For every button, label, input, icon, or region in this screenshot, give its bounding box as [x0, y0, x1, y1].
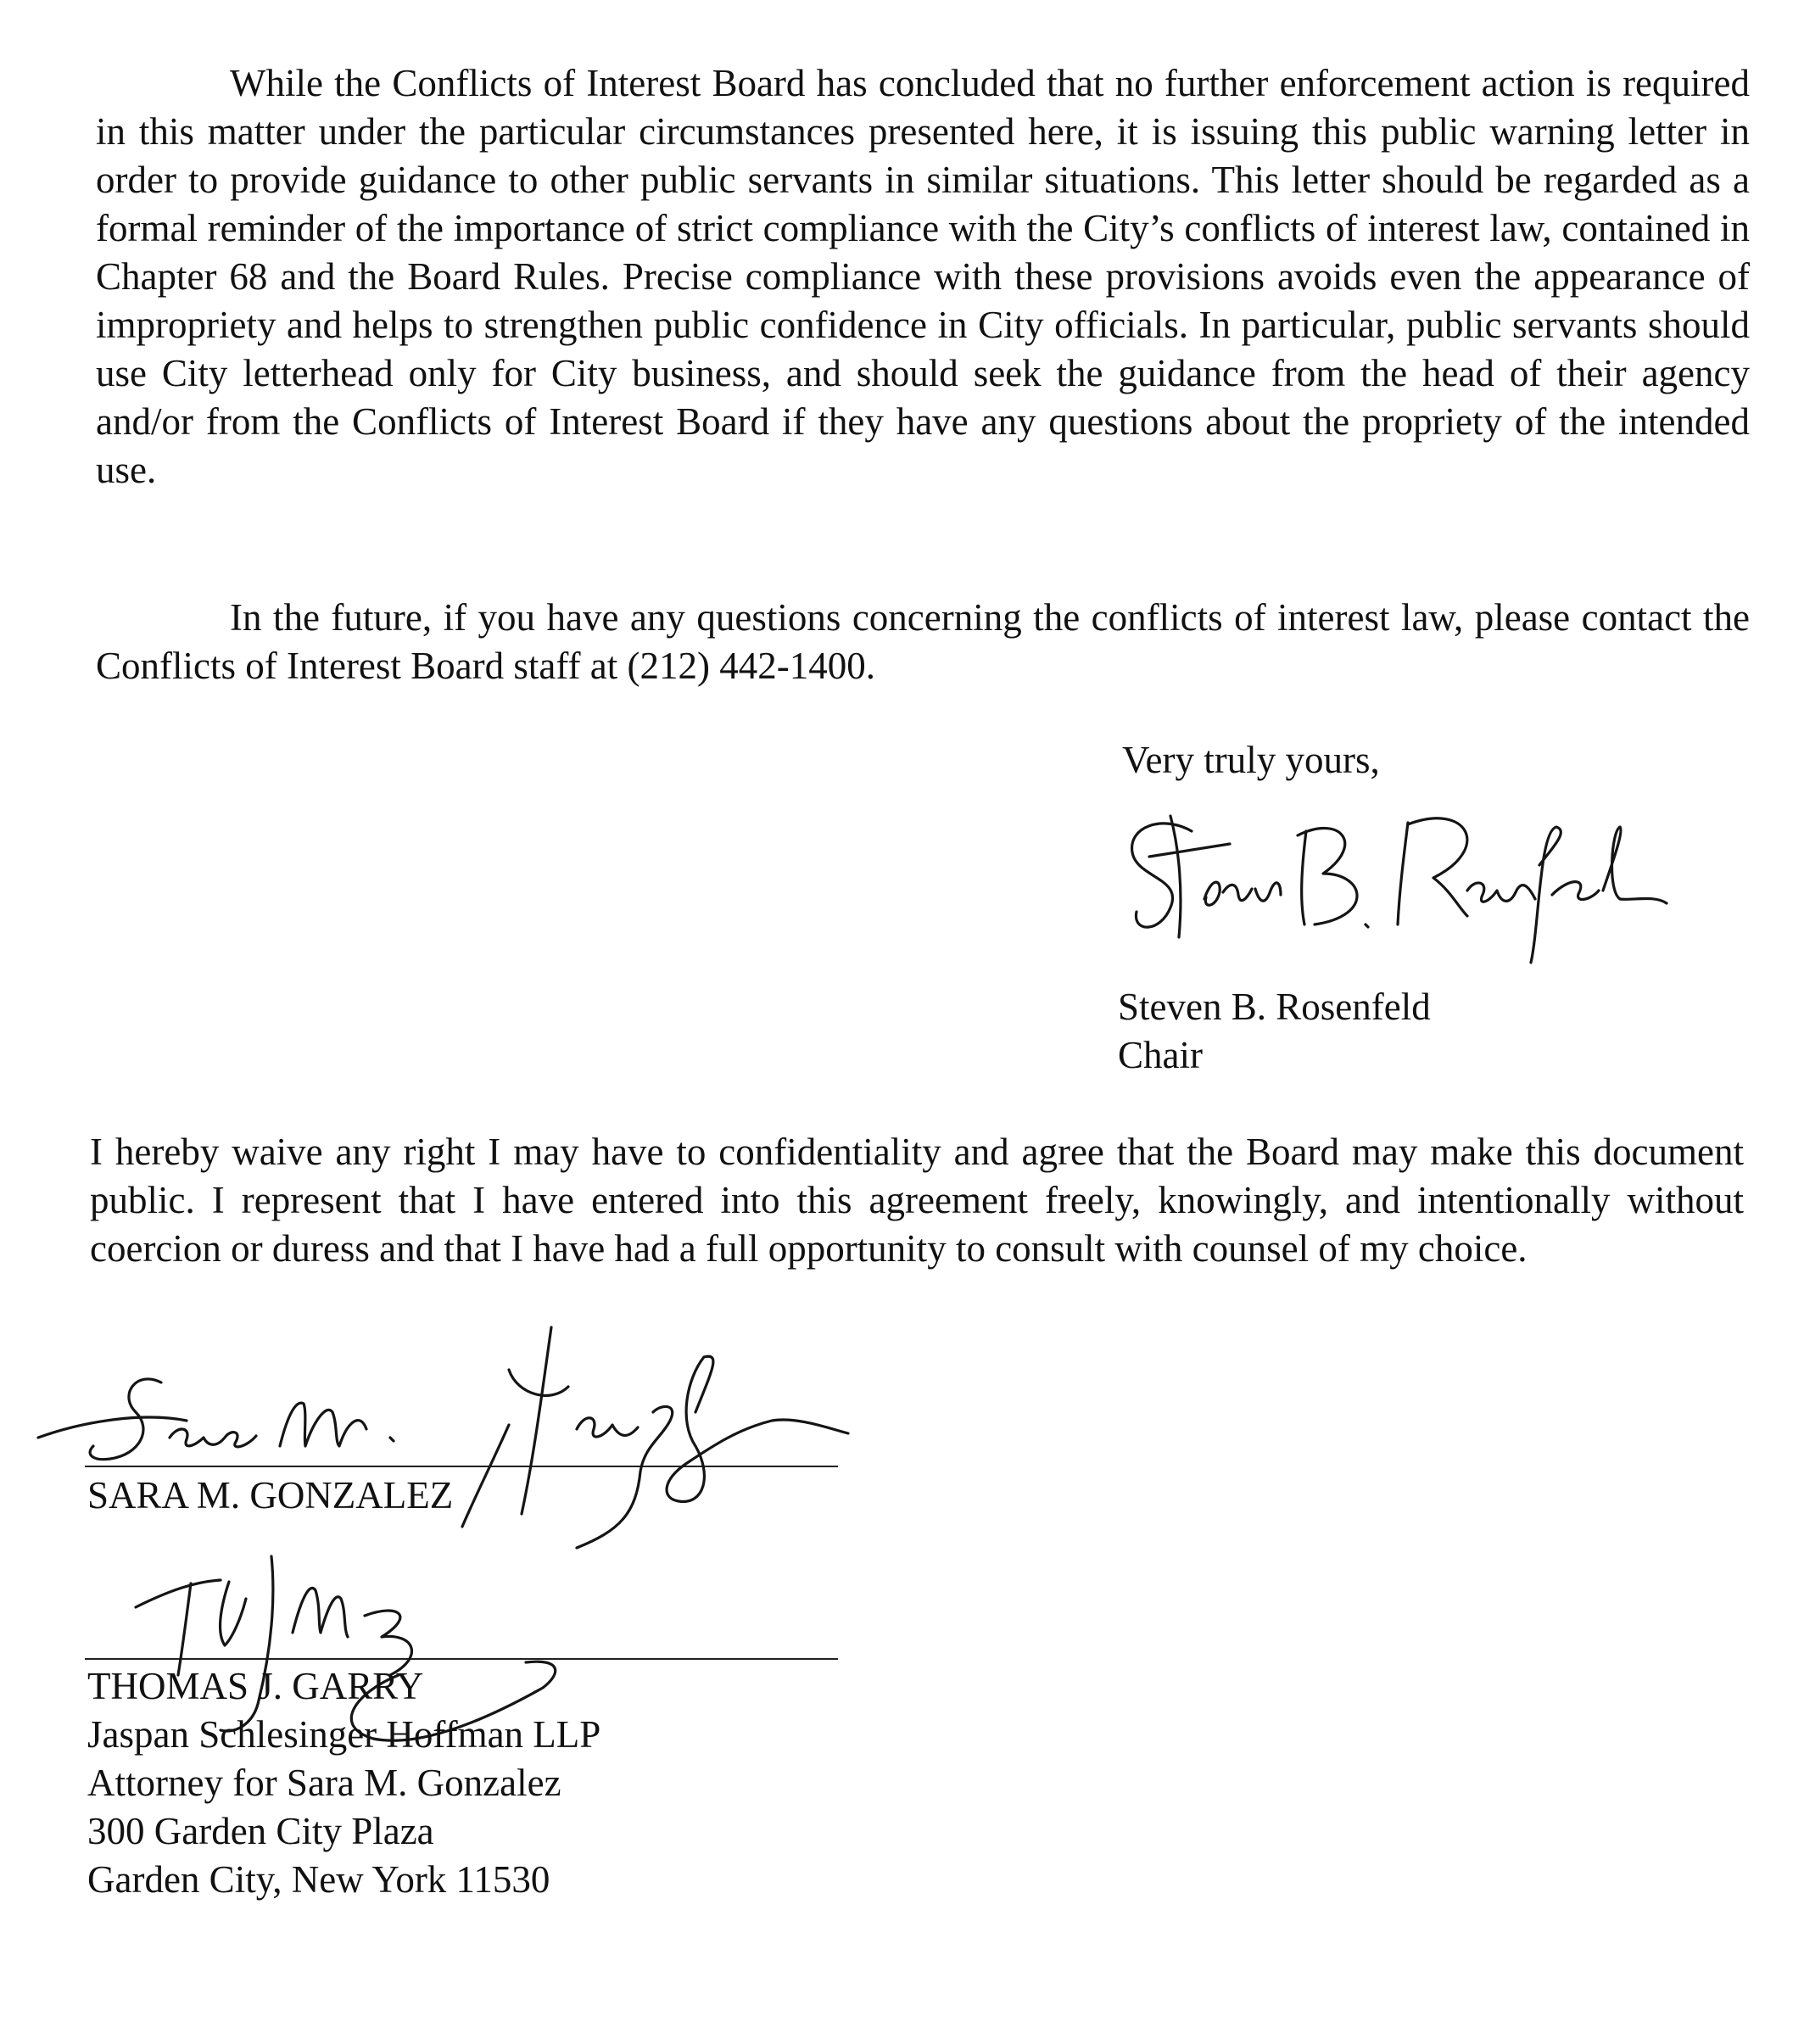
attorney-address-line-2: Garden City, New York 11530	[87, 1858, 550, 1901]
body-paragraph-contact: In the future, if you have any questions concerning the conflicts of interest law, please contact the Conflicts of Interest Board staff at (212) 442-1400.	[96, 596, 1750, 687]
attorney-name: THOMAS J. GARRY	[87, 1665, 424, 1707]
chair-title: Chair	[1118, 1034, 1203, 1076]
attorney-role: Attorney for Sara M. Gonzalez	[87, 1762, 561, 1804]
body-paragraph-warning: While the Conflicts of Interest Board has concluded that no further enforcement action is required in this matter under the particular circumstances presented here, it is issuing this public warning letter in order to provide guidance to other public servants in similar situations. This letter should be regarded as a formal reminder of the importance of strict compliance with the City’s conflicts of interest law, contained in Chapter 68 and the Board Rules. Precise compliance with these provisions avoids even the appearance of impropriety and helps to strengthen public confidence in City officials. In particular, public servants should use City letterhead only for City business, and should seek the guidance from the head of their agency and/or from the Conflicts of Interest Board if they have any questions about the propriety of the intended use.	[96, 62, 1750, 491]
respondent-name: SARA M. GONZALEZ	[87, 1474, 454, 1516]
waiver-paragraph: I hereby waive any right I may have to confidentiality and agree that the Board may make this document public. I represent that I have entered into this agreement freely, knowingly, and intentionally without coercion or duress and that I have had a full opportunity to consult with counsel of my choice.	[90, 1131, 1744, 1270]
chair-signature	[1111, 797, 1671, 967]
attorney-address-line-1: 300 Garden City Plaza	[87, 1810, 434, 1852]
closing-salutation: Very truly yours,	[1122, 739, 1380, 781]
chair-name: Steven B. Rosenfeld	[1118, 986, 1431, 1028]
respondent-signature	[34, 1319, 1018, 1556]
attorney-firm: Jaspan Schlesinger Hoffman LLP	[87, 1713, 601, 1756]
